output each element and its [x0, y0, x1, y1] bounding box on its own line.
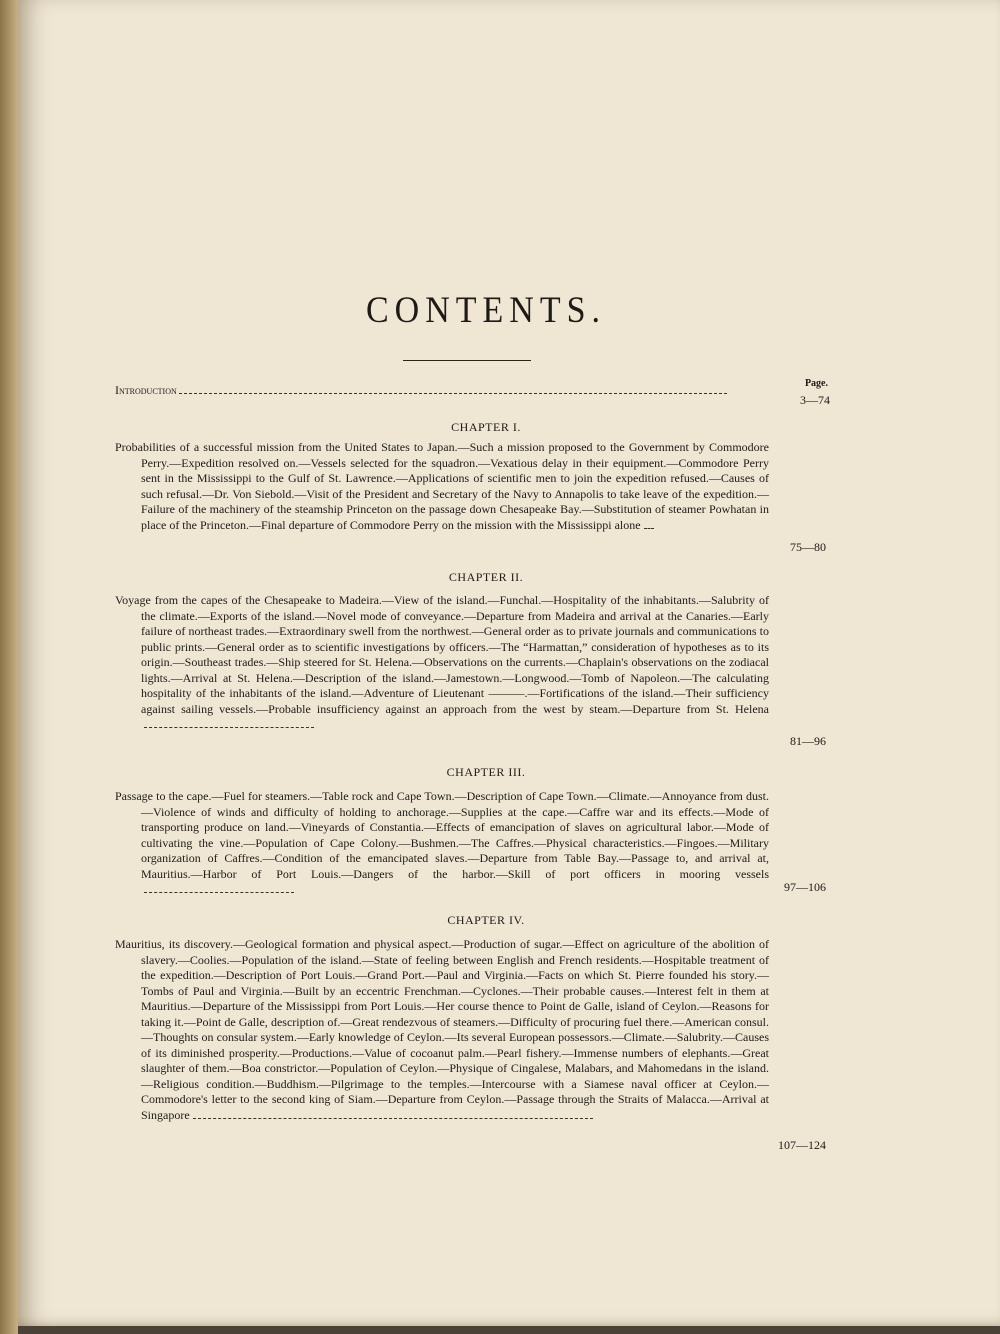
- chapter-summary-text: Voyage from the capes of the Chesapeake to Madeira.—View of the island.—Funchal.—Hospitality of the inhabitants.—Salubrity of the climate.—Exports of the island.—Novel mode of conveyance.—Departure from Madeira and arrival at the Canaries.—Early failure of northeast trades.—Extraordinary swell from the northwest.—General order as to private journals and communications to public prints.—General order as to scientific investigations by officers.—The “Harmattan,” consideration of hypotheses as to its origin.—Southeast trades.—Ship steered for St. Helena.—Observations on the currents.—Chaplain's observations on the zodiacal lights.—Arrival at St. Helena.—Description of the island.—Jamestown.—Longwood.—Tomb of Napoleon.—The calculating hospitality of the inhabitants of the island.—Adventure of Lieutenant ———.—Fortifications of the island.—Their sufficiency against sailing vessels.—Probable insufficiency against an approach from the west by steam.—Departure from St. Helena: [115, 593, 769, 716]
- chapter-summary-text: Probabilities of a successful mission from the United States to Japan.—Such a mission proposed to the Government by Commodore Perry.—Expedition resolved on.—Vessels selected for the squadron.—Vexatious delay in their equipment.—Commodore Perry sent in the Mississippi to the Gulf of St. Lawrence.—Applications of scientific men to join the expedition refused.—Causes of such refusal.—Dr. Von Siebold.—Visit of the President and Secretary of the Navy to Annapolis to take leave of the expedition.—Failure of the machinery of the steamship Princeton on the passage down Chesapeake Bay.—Substitution of steamer Powhatan in place of the Princeton.—Final departure of Commodore Perry on the mission with the Mississippi alone: [115, 440, 769, 532]
- leader-dots: [144, 719, 314, 728]
- chapter-heading: CHAPTER I.: [451, 420, 521, 434]
- introduction-entry: [115, 383, 815, 399]
- introduction-label: Introduction: [115, 383, 177, 397]
- introduction-pages: 3—74: [800, 393, 830, 407]
- leader-dots: [144, 884, 294, 893]
- chapter-summary: [115, 937, 769, 1123]
- chapter-summary-text: Mauritius, its discovery.—Geological formation and physical aspect.—Production of sugar.—Effect on agriculture of the abolition of slavery.—Coolies.—Population of the island.—State of feeling between English and French residents.—Hospitable treatment of the expedition.—Description of Port Louis.—Grand Port.—Paul and Virginia.—Facts on which St. Pierre founded his story.—Tombs of Paul and Virginia.—Built by an eccentric Frenchman.—Cyclones.—Their probable causes.—Interest felt in them at Mauritius.—Departure of the Mississippi from Port Louis.—Her course thence to Point de Galle, island of Ceylon.—Reasons for taking it.—Point de Galle, description of.—Great rendezvous of steamers.—Difficulty of procuring fuel there.—American consul.—Thoughts on consular system.—Early knowledge of Ceylon.—Its several European possessors.—Climate.—Salubrity.—Causes of its diminished prosperity.—Productions.—Value of cocoanut palm.—Pearl fishery.—Immense numbers of elephants.—Great slaughter of them.—Boa constrictor.—Population of Ceylon.—Physique of Cingalese, Malabars, and Mahomedans in the island.—Religious condition.—Buddhism.—Pilgrimage to the temples.—Intercourse with a Siamese naval officer at Ceylon.—Commodore's letter to the second king of Siam.—Departure from Ceylon.—Passage through the Straits of Malacca.—Arrival at Singapore: [115, 937, 769, 1122]
- chapter-summary: [115, 789, 769, 898]
- page-title: CONTENTS.: [365, 290, 607, 331]
- book-spine: [0, 0, 18, 1334]
- leader-dots: [644, 520, 654, 529]
- title-rule: [403, 360, 531, 361]
- chapter-pages: 107—124: [778, 1138, 826, 1152]
- book-page: [18, 0, 1000, 1326]
- chapter-heading: CHAPTER II.: [448, 570, 524, 584]
- chapter-pages: 81—96: [790, 734, 826, 748]
- chapter-pages: 75—80: [790, 540, 826, 554]
- chapter-summary: [115, 440, 769, 533]
- chapter-summary: [115, 593, 769, 733]
- leader-dots: [193, 1110, 593, 1119]
- chapter-heading: CHAPTER III.: [446, 765, 526, 779]
- chapter-heading: CHAPTER IV.: [447, 913, 525, 927]
- leader-dots: [179, 384, 727, 394]
- chapter-pages: 97—106: [784, 880, 826, 894]
- page-column-header: Page.: [804, 378, 828, 389]
- chapter-summary-text: Passage to the cape.—Fuel for steamers.—Table rock and Cape Town.—Description of Cape Town.—Climate.—Annoyance from dust.—Violence of winds and difficulty of holding to anchorage.—Supplies at the cape.—Caffre war and its effects.—Mode of transporting produce on land.—Vineyards of Constantia.—Effects of emancipation of slaves on agricultural labor.—Mode of cultivating the vine.—Population of Cape Colony.—Bushmen.—The Caffres.—Physical characteristics.—Fingoes.—Military organization of Caffres.—Condition of the emancipated slaves.—Departure from Table Bay.—Passage to, and arrival at, Mauritius.—Harbor of Port Louis.—Dangers of the harbor.—Skill of port officers in mooring vessels: [115, 789, 769, 881]
